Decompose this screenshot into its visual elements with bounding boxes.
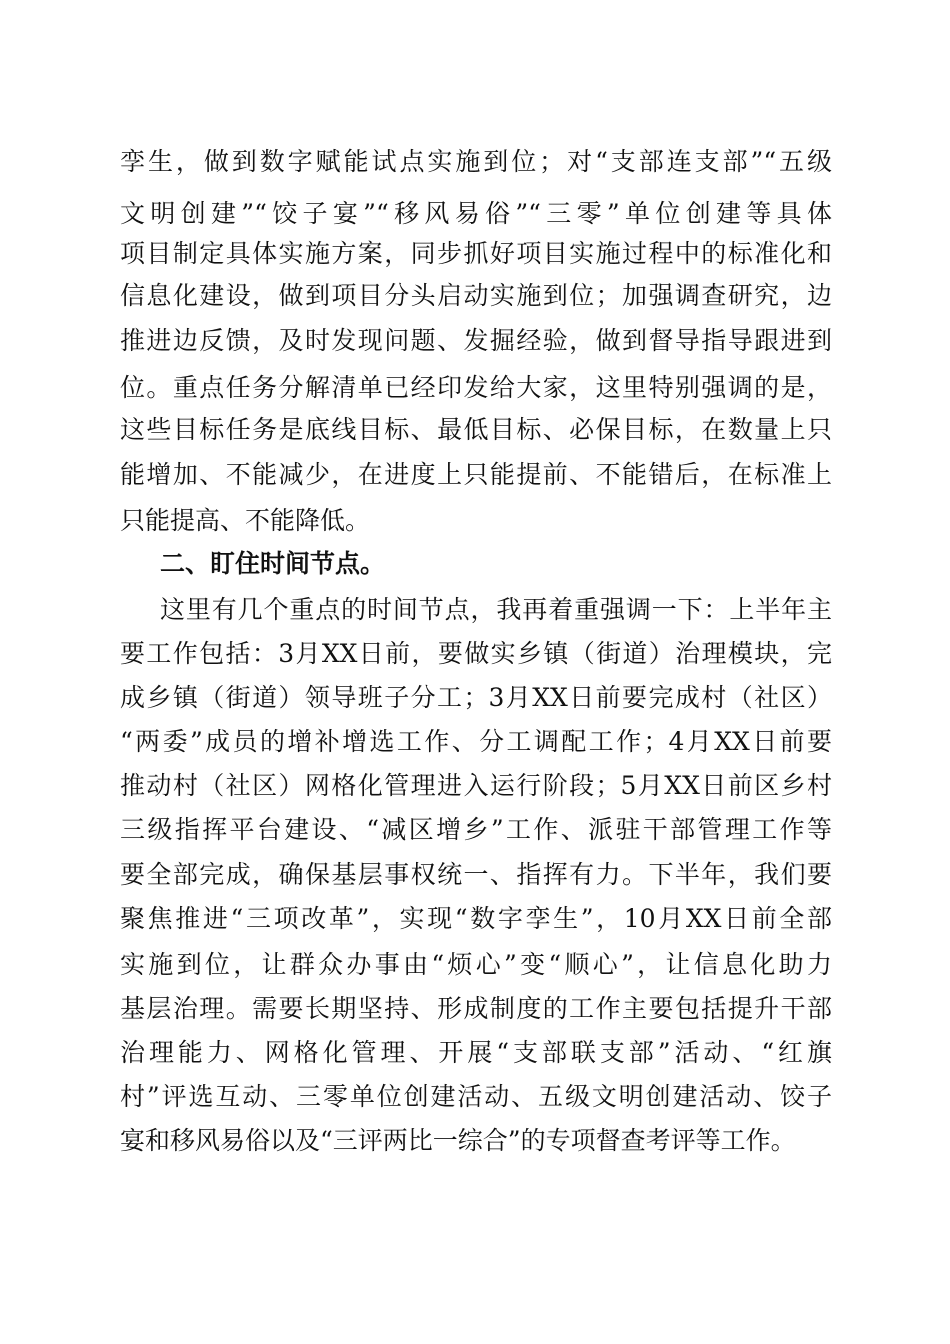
paragraph-line: 基层治理。需要长期坚持、形成制度的工作主要包括提升干部 (120, 994, 832, 1023)
paragraph-line: 实施到位，让群众办事由“烦心”变“顺心”，让信息化助力 (120, 950, 832, 979)
paragraph-line: 位。重点任务分解清单已经印发给大家，这里特别强调的是， (120, 373, 832, 402)
paragraph-line: 信息化建设，做到项目分头启动实施到位；加强调查研究，边 (120, 281, 832, 310)
paragraph-line: 这里有几个重点的时间节点，我再着重强调一下：上半年主 (160, 595, 832, 624)
paragraph-line: 能增加、不能减少，在进度上只能提前、不能错后，在标准上 (120, 460, 832, 489)
paragraph-line: 聚焦推进“三项改革”，实现“数字孪生”，10月XX日前全部 (120, 904, 832, 933)
paragraph-line: 孪生，做到数字赋能试点实施到位；对“支部连支部”“五级 (120, 147, 832, 176)
paragraph-line: 推动村（社区）网格化管理进入运行阶段；5月XX日前区乡村 (120, 771, 832, 800)
paragraph-line: 只能提高、不能降低。 (120, 506, 371, 535)
paragraph-line: “两委”成员的增补增选工作、分工调配工作；4月XX日前要 (120, 727, 832, 756)
section-heading: 二、盯住时间节点。 (160, 549, 386, 578)
paragraph-line: 项目制定具体实施方案，同步抓好项目实施过程中的标准化和 (120, 239, 832, 268)
paragraph-line: 这些目标任务是底线目标、最低目标、必保目标，在数量上只 (120, 415, 832, 444)
paragraph-line: 成乡镇（街道）领导班子分工；3月XX日前要完成村（社区） (120, 683, 832, 712)
paragraph-line: 宴和移风易俗以及“三评两比一综合”的专项督查考评等工作。 (120, 1126, 796, 1155)
paragraph-line: 推进边反馈，及时发现问题、发掘经验，做到督导指导跟进到 (120, 326, 832, 355)
paragraph-line: 三级指挥平台建设、“减区增乡”工作、派驻干部管理工作等 (120, 815, 832, 844)
paragraph-line: 村”评选互动、三零单位创建活动、五级文明创建活动、饺子 (120, 1082, 832, 1111)
paragraph-line: 治理能力、网格化管理、开展“支部联支部”活动、“红旗 (120, 1038, 832, 1067)
paragraph-line: 要全部完成，确保基层事权统一、指挥有力。下半年，我们要 (120, 860, 832, 889)
paragraph-line: 要工作包括：3月XX日前，要做实乡镇（街道）治理模块，完 (120, 639, 832, 668)
paragraph-line: 文明创建”“饺子宴”“移风易俗”“三零”单位创建等具体 (120, 199, 832, 228)
